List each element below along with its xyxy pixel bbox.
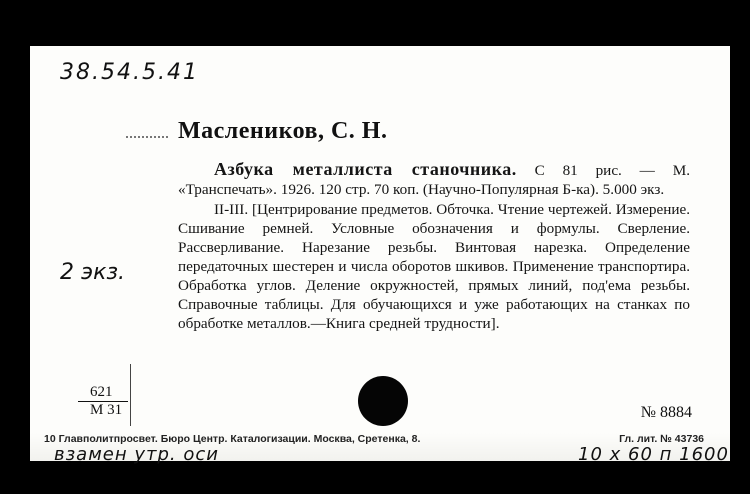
- imprint-text: С 81 рис. — М. «Транспечать». 1926. 120 стр. 70 коп. (Научно-Популярная Б-ка). 5.000 экз.: [178, 162, 691, 198]
- shelf-mark-class: 621: [78, 384, 128, 402]
- bibliographic-description: [178, 160, 690, 199]
- card-number: № 8884: [640, 404, 692, 421]
- call-number-handwritten: 38.54.5.41: [60, 60, 199, 85]
- footer-publisher: 10 Главполитпросвет. Бюро Центр. Каталогизации. Москва, Сретенка, 8.: [44, 433, 421, 445]
- shelf-mark: [78, 384, 142, 419]
- footer-license: Гл. лит. № 43736: [619, 433, 704, 445]
- book-title: Азбука металлиста станочника.: [214, 159, 517, 179]
- bottom-note-handwritten-right: 10 х 60 п 1600: [578, 444, 729, 465]
- punch-hole: [358, 376, 408, 426]
- author-heading: Маслеников, С. Н.: [178, 118, 388, 144]
- card-body: [178, 160, 690, 333]
- leader-dots: [126, 136, 168, 138]
- shelf-mark-author: М 31: [90, 402, 123, 418]
- copies-handwritten: 2 экз.: [60, 260, 126, 285]
- catalog-card: [30, 46, 730, 465]
- bottom-note-handwritten-left: взамен утр. оси: [54, 444, 219, 465]
- contents-note: II-III. [Центрирование предметов. Обточка. Чтение чертежей. Измерение. Сшивание ремней. Условные обозначения и формулы. Сверление. Рассверливание. Нарезание резьбы. Винтовая нарезка. Определение передаточных шестерен и числа оборотов шкивов. Применение транспортира. Обработка углов. Деление окружностей, прямых линий, под'ема резьбы. Справочные таблицы. Для обучающихся и уже работающих на станках по обработке металлов.—Книга средней трудности].: [178, 201, 690, 332]
